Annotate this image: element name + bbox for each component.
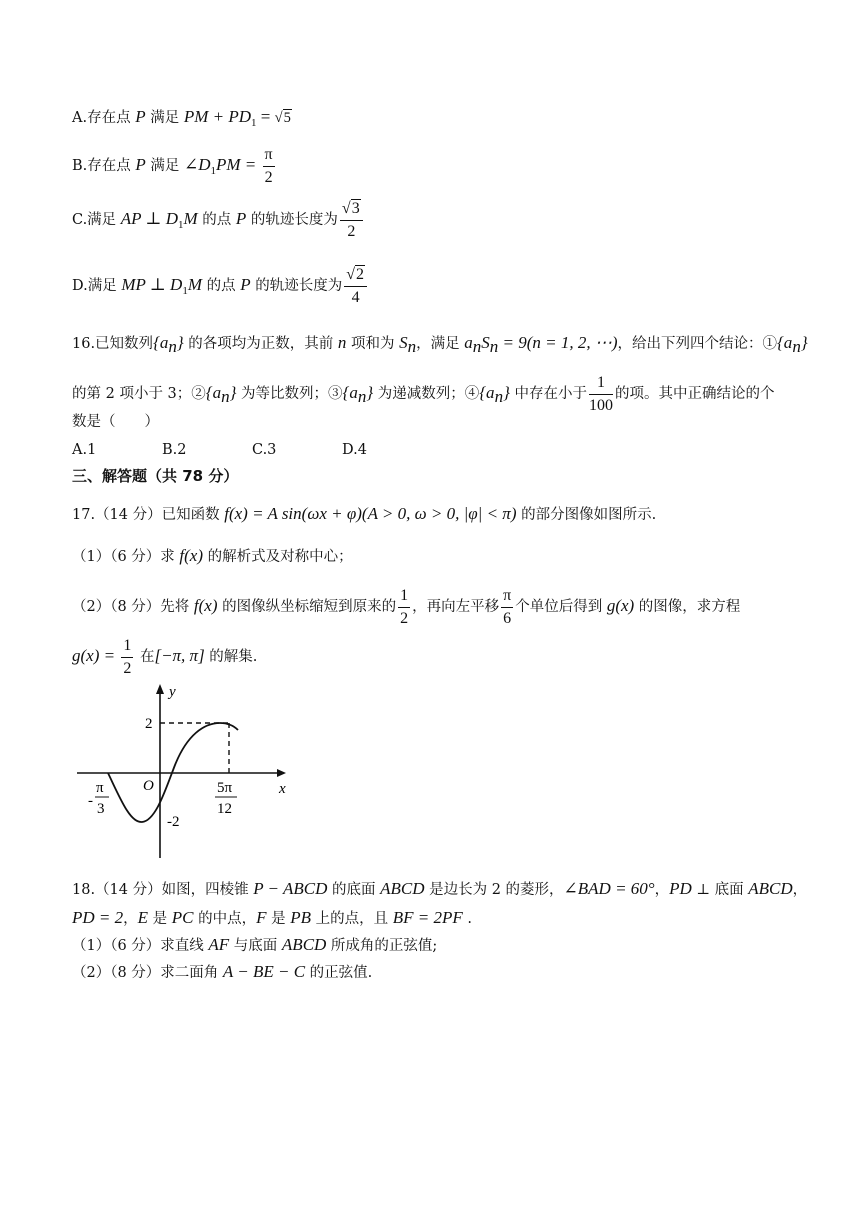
option-text: 满足: [145, 158, 184, 175]
math: ABCD: [380, 879, 425, 898]
text: 在: [135, 649, 155, 666]
text: 项和为: [346, 336, 400, 352]
text: ⊥ 底面: [691, 882, 749, 898]
q18-line-2: [72, 909, 472, 927]
option-15a: [72, 108, 292, 129]
math: {a: [777, 333, 793, 352]
text: ，满足: [416, 336, 465, 352]
math: }: [800, 333, 808, 352]
math: E: [137, 908, 149, 927]
fraction: [344, 266, 367, 306]
denominator: 100: [588, 396, 613, 414]
math: PD = 2: [72, 908, 124, 927]
option-15c: [72, 200, 365, 240]
denominator: 2: [347, 222, 356, 240]
q18-line-1: [72, 880, 807, 898]
text: 16.已知数列: [72, 336, 154, 352]
x-axis-arrow-icon: [277, 769, 286, 777]
q18-part-1: [72, 936, 437, 954]
math: P: [240, 275, 251, 295]
q17-part-1: [72, 547, 353, 565]
fraction: [501, 587, 513, 627]
function-graph: [72, 680, 302, 862]
math: }: [176, 333, 184, 352]
q17-part-2: [72, 587, 740, 627]
denominator: 6: [503, 609, 512, 627]
text: 的底面: [327, 882, 381, 898]
fraction: [121, 637, 133, 677]
option-15d: [72, 266, 369, 306]
fraction: [340, 200, 363, 240]
math: }: [503, 383, 510, 403]
math: PM + PD: [183, 107, 251, 126]
math: f(x): [179, 546, 204, 565]
origin-label: O: [143, 778, 154, 794]
numerator: π: [263, 146, 275, 167]
math: P: [135, 107, 146, 126]
text: （1）（6 分）求: [72, 549, 180, 565]
math: P − ABCD: [253, 879, 328, 898]
numerator: 1: [121, 637, 133, 658]
math: M: [187, 275, 203, 295]
math: g(x) =: [72, 646, 120, 666]
text: ，: [123, 911, 138, 927]
math: =: [256, 107, 275, 126]
text: 的项。其中正确结论的个: [614, 386, 775, 403]
option-text: C.满足: [72, 212, 121, 229]
math: M: [183, 209, 198, 229]
text: 为递减数列；④: [373, 386, 480, 403]
text: .: [462, 911, 472, 927]
option-text: D.满足: [72, 278, 122, 295]
subscript: 1: [251, 116, 257, 129]
text: 与底面: [229, 938, 282, 954]
text: （2）（8 分）先将: [72, 599, 194, 616]
subscript: n: [494, 386, 504, 406]
math: PD: [669, 879, 692, 898]
x-left-sign: -: [88, 793, 93, 809]
math: f(x): [193, 596, 218, 616]
q16-line-1: [72, 334, 808, 355]
x-left-numerator: π: [96, 780, 104, 796]
subscript: n: [472, 336, 482, 356]
choice-a: A.1: [72, 442, 97, 458]
numerator: 1: [398, 587, 410, 608]
denominator: 2: [400, 609, 409, 627]
radicand: 3: [351, 200, 360, 217]
q17-line-1: [72, 505, 656, 523]
math: ABCD: [281, 935, 327, 954]
text: ，: [654, 882, 670, 898]
subscript: 1: [178, 218, 184, 231]
text: 的各项均为正数，其前: [183, 336, 338, 352]
text: （1）（6 分）求直线: [72, 938, 209, 954]
y-max-label: 2: [145, 716, 153, 732]
option-text: 的轨迹长度为: [246, 212, 338, 229]
text: ，: [792, 882, 808, 898]
numerator: π: [501, 587, 513, 608]
text: 的解析式及对称中心；: [203, 549, 353, 565]
numerator: 1: [589, 374, 613, 395]
math: {a: [342, 383, 358, 403]
math: g(x): [606, 596, 635, 616]
denominator: 4: [351, 288, 360, 306]
option-text: B.存在点: [72, 158, 136, 175]
math: S: [399, 333, 408, 352]
text: 的第 2 项小于 3；②: [72, 386, 206, 403]
text: 的部分图像如图所示.: [516, 507, 657, 523]
option-text: 的点: [197, 212, 236, 229]
math: PC: [171, 908, 194, 927]
q16-line-3: 数是（ ）: [72, 414, 159, 430]
math: {a: [205, 383, 222, 403]
math: AP ⊥ D: [120, 209, 179, 229]
y-min-label: -2: [167, 814, 180, 830]
x-right-denominator: 12: [217, 801, 232, 817]
denominator: 2: [264, 168, 273, 186]
text: 的正弦值.: [305, 965, 373, 981]
text: 的中点，: [193, 911, 257, 927]
math: }: [229, 383, 237, 403]
x-axis-label: x: [279, 781, 286, 797]
math: f(x) = A sin(ωx + φ)(A > 0, ω > 0, |φ| < π): [224, 504, 517, 523]
math: {a: [153, 333, 169, 352]
text: 18.（14 分）如图，四棱锥: [72, 882, 254, 898]
math: A − BE − C: [222, 962, 306, 981]
math: a: [464, 333, 473, 352]
text: 个单位后得到: [515, 599, 607, 616]
math: AF: [208, 935, 230, 954]
x-left-denominator: 3: [97, 801, 105, 817]
section-title: 三、解答题（共 78 分）: [72, 467, 239, 485]
text: 的解集.: [204, 649, 258, 666]
fraction: [398, 587, 410, 627]
math: PM =: [216, 155, 261, 175]
text: 上的点，且: [310, 911, 393, 927]
q16-line-2: [72, 374, 774, 414]
sqrt: √5: [274, 110, 291, 126]
subscript: 1: [210, 164, 217, 177]
math: }: [366, 383, 374, 403]
radicand: 5: [283, 110, 291, 126]
text: 所成角的正弦值;: [326, 938, 438, 954]
text: ，再向左平移: [412, 599, 500, 616]
math: MP ⊥ D: [121, 275, 183, 295]
text: （2）（8 分）求二面角: [72, 965, 223, 981]
subscript: 1: [182, 284, 188, 297]
subscript: n: [792, 336, 801, 356]
option-text: 的点: [202, 278, 241, 295]
x-right-numerator: 5π: [217, 780, 233, 796]
q18-part-2: [72, 963, 372, 981]
y-axis-arrow-icon: [156, 684, 164, 694]
math: PB: [290, 908, 311, 927]
choice-c: C.3: [252, 442, 277, 458]
text: 是边长为 2 的菱形，: [424, 882, 564, 898]
math: F: [256, 908, 267, 927]
subscript: n: [221, 386, 230, 406]
fraction: [589, 374, 613, 414]
choice-b: B.2: [162, 442, 187, 458]
text: 是: [266, 911, 291, 927]
q16-choices: [72, 443, 432, 458]
math: n: [337, 333, 347, 352]
text: 17.（14 分）已知函数: [72, 507, 225, 523]
option-15b: [72, 146, 277, 186]
denominator: 2: [123, 659, 132, 677]
text: 是: [148, 911, 172, 927]
math: P: [135, 155, 146, 175]
math: = 9(n = 1, 2, ⋯): [498, 333, 618, 352]
q17-part-2-cont: [72, 637, 257, 677]
math: [−π, π]: [154, 646, 205, 666]
numerator: √2: [344, 266, 367, 287]
text: ，给出下列四个结论：①: [617, 336, 777, 352]
subscript: n: [168, 336, 177, 356]
math: ∠D: [183, 155, 211, 175]
text: 的图像纵坐标缩短到原来的: [217, 599, 397, 616]
radicand: 2: [356, 266, 365, 283]
subscript: n: [489, 336, 499, 356]
text: 中存在小于: [509, 386, 587, 403]
option-text: 的轨迹长度为: [250, 278, 343, 295]
text: 为等比数列；③: [236, 386, 343, 403]
math: P: [235, 209, 247, 229]
fraction: [263, 146, 275, 186]
subscript: n: [407, 336, 417, 356]
option-text: A.存在点: [72, 110, 136, 126]
subscript: n: [357, 386, 367, 406]
numerator: √3: [340, 200, 363, 221]
option-text: 满足: [145, 110, 184, 126]
math: S: [481, 333, 490, 352]
math: ABCD: [748, 879, 793, 898]
choice-d: D.4: [342, 442, 367, 458]
math: {a: [479, 383, 495, 403]
math: ∠BAD = 60°: [563, 879, 655, 898]
text: 的图像，求方程: [634, 599, 741, 616]
math: BF = 2PF: [392, 908, 463, 927]
y-axis-label: y: [169, 684, 176, 700]
